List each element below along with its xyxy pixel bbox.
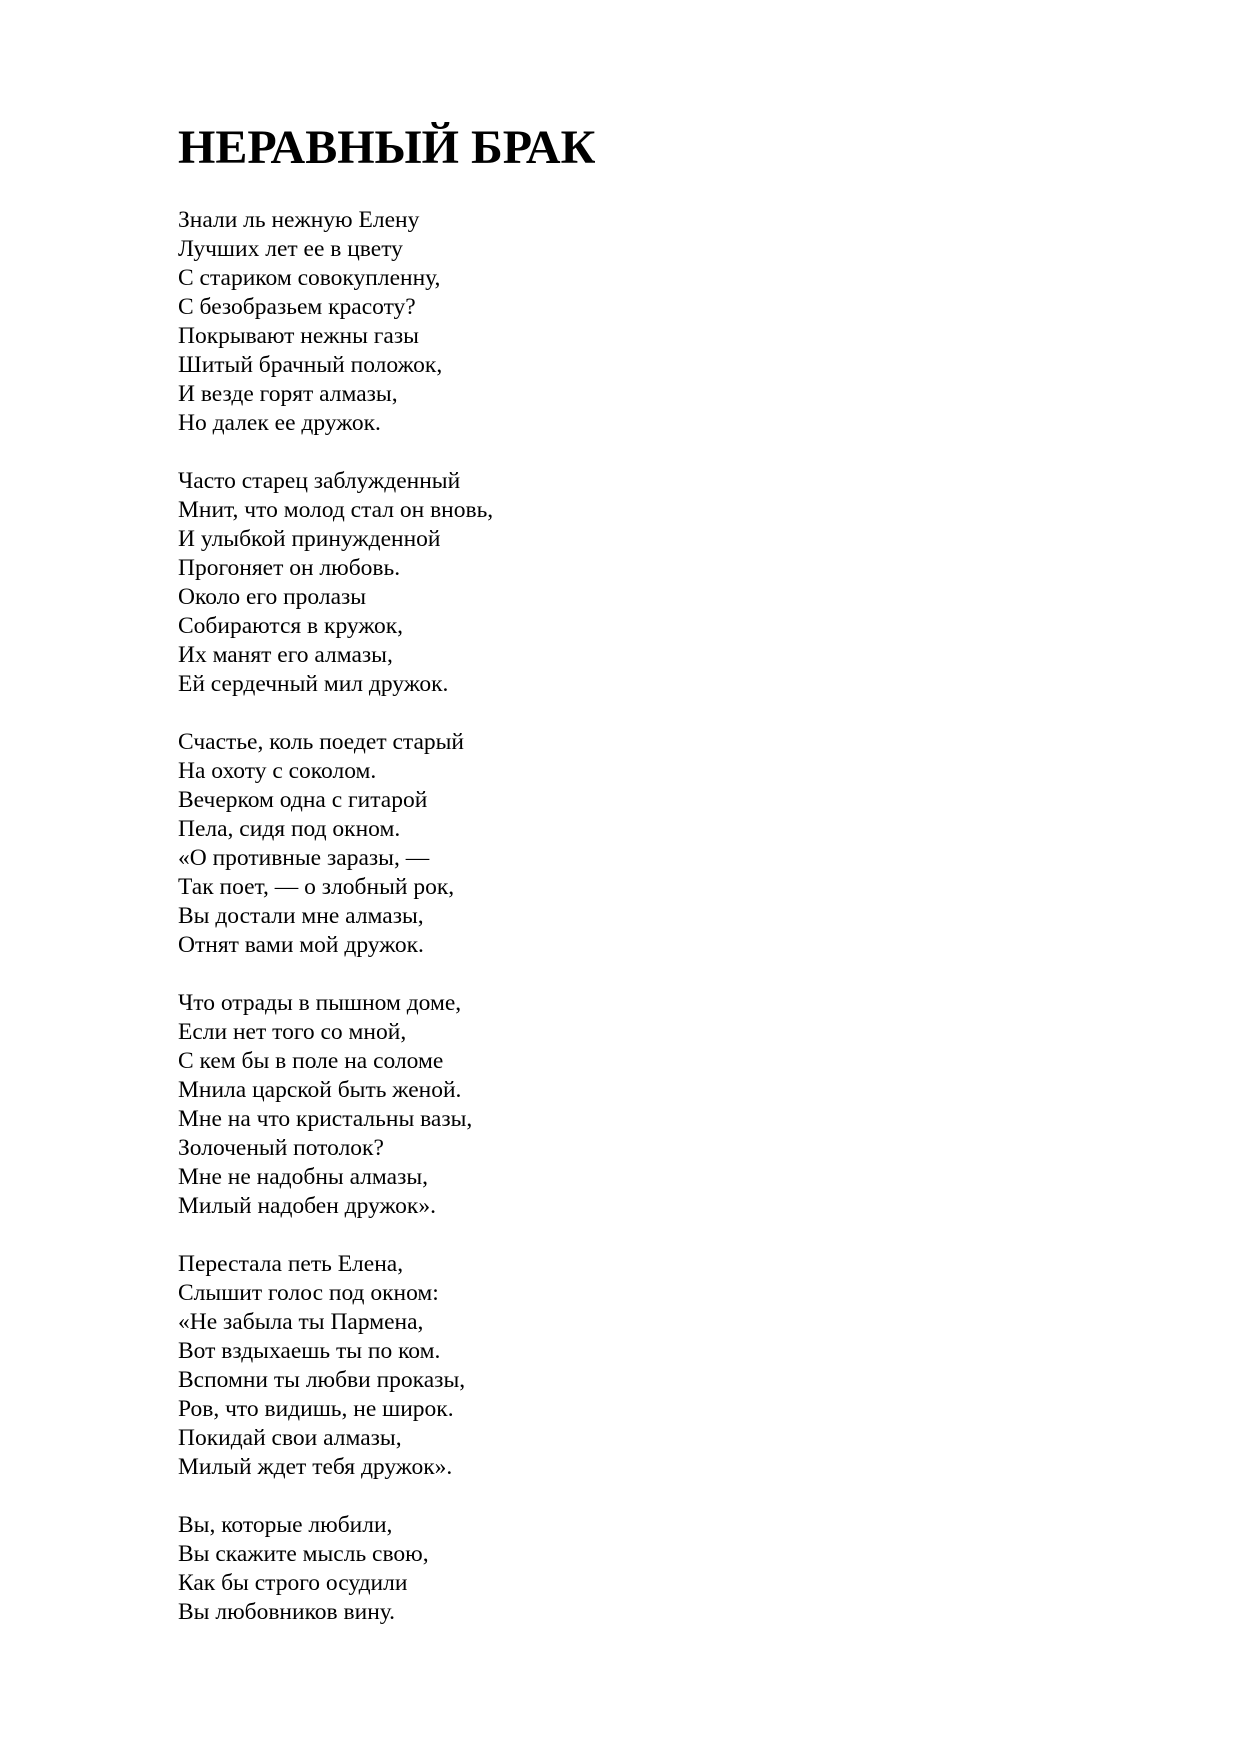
stanza-4 <box>178 989 878 1221</box>
poem-line: Мне не надобны алмазы, <box>178 1164 429 1190</box>
poem-line: Вспомни ты любви проказы, <box>178 1367 466 1393</box>
poem-line: Милый ждет тебя дружок». <box>178 1454 453 1480</box>
poem-line: Прогоняет он любовь. <box>178 555 401 581</box>
poem-line: Но далек ее дружок. <box>178 410 381 436</box>
poem-title: НЕРАВНЫЙ БРАК <box>178 121 596 174</box>
poem-line: «О противные заразы, — <box>178 845 430 871</box>
poem-line: Мнила царской быть женой. <box>178 1077 462 1103</box>
poem-line: На охоту с соколом. <box>178 758 377 784</box>
poem-line: Покрывают нежны газы <box>178 323 419 349</box>
stanza-2 <box>178 467 878 699</box>
poem-line: Слышит голос под окном: <box>178 1280 439 1306</box>
poem-line: Часто старец заблужденный <box>178 468 461 494</box>
poem-line: Вечерком одна с гитарой <box>178 787 428 813</box>
poem-line: Милый надобен дружок». <box>178 1193 436 1219</box>
stanza-6 <box>178 1511 878 1627</box>
poem-line: Пела, сидя под окном. <box>178 816 401 842</box>
poem-line: Золоченый потолок? <box>178 1135 384 1161</box>
poem-line: Мне на что кристальны вазы, <box>178 1106 473 1132</box>
poem-line: И улыбкой принужденной <box>178 526 441 552</box>
poem-line: С кем бы в поле на соломе <box>178 1048 444 1074</box>
poem-line: Вы достали мне алмазы, <box>178 903 424 929</box>
poem-line: Так поет, — о злобный рок, <box>178 874 455 900</box>
poem-line: Покидай свои алмазы, <box>178 1425 402 1451</box>
poem-body <box>178 206 878 1656</box>
poem-line: Счастье, коль поедет старый <box>178 729 464 755</box>
poem-line: Вот вздыхаешь ты по ком. <box>178 1338 441 1364</box>
poem-line: И везде горят алмазы, <box>178 381 398 407</box>
stanza-3 <box>178 728 878 960</box>
poem-line: С безобразьем красоту? <box>178 294 416 320</box>
poem-line: Как бы строго осудили <box>178 1570 408 1596</box>
poem-line: Ей сердечный мил дружок. <box>178 671 449 697</box>
poem-line: Шитый брачный положок, <box>178 352 443 378</box>
poem-line: Ров, что видишь, не широк. <box>178 1396 454 1422</box>
poem-line: С стариком совокупленну, <box>178 265 441 291</box>
poem-line: Отнят вами мой дружок. <box>178 932 424 958</box>
poem-line: Собираются в кружок, <box>178 613 404 639</box>
poem-line: Знали ль нежную Елену <box>178 207 420 233</box>
stanza-5 <box>178 1250 878 1482</box>
stanza-1 <box>178 206 878 438</box>
poem-line: Вы любовников вину. <box>178 1599 396 1625</box>
poem-line: Что отрады в пышном доме, <box>178 990 462 1016</box>
poem-line: Если нет того со мной, <box>178 1019 407 1045</box>
poem-line: Около его пролазы <box>178 584 367 610</box>
poem-line: Вы скажите мысль свою, <box>178 1541 429 1567</box>
poem-line: Перестала петь Елена, <box>178 1251 404 1277</box>
poem-line: Мнит, что молод стал он вновь, <box>178 497 494 523</box>
poem-line: Лучших лет ее в цвету <box>178 236 403 262</box>
poem-line: Их манят его алмазы, <box>178 642 393 668</box>
poem-line: Вы, которые любили, <box>178 1512 393 1538</box>
poem-line: «Не забыла ты Пармена, <box>178 1309 424 1335</box>
